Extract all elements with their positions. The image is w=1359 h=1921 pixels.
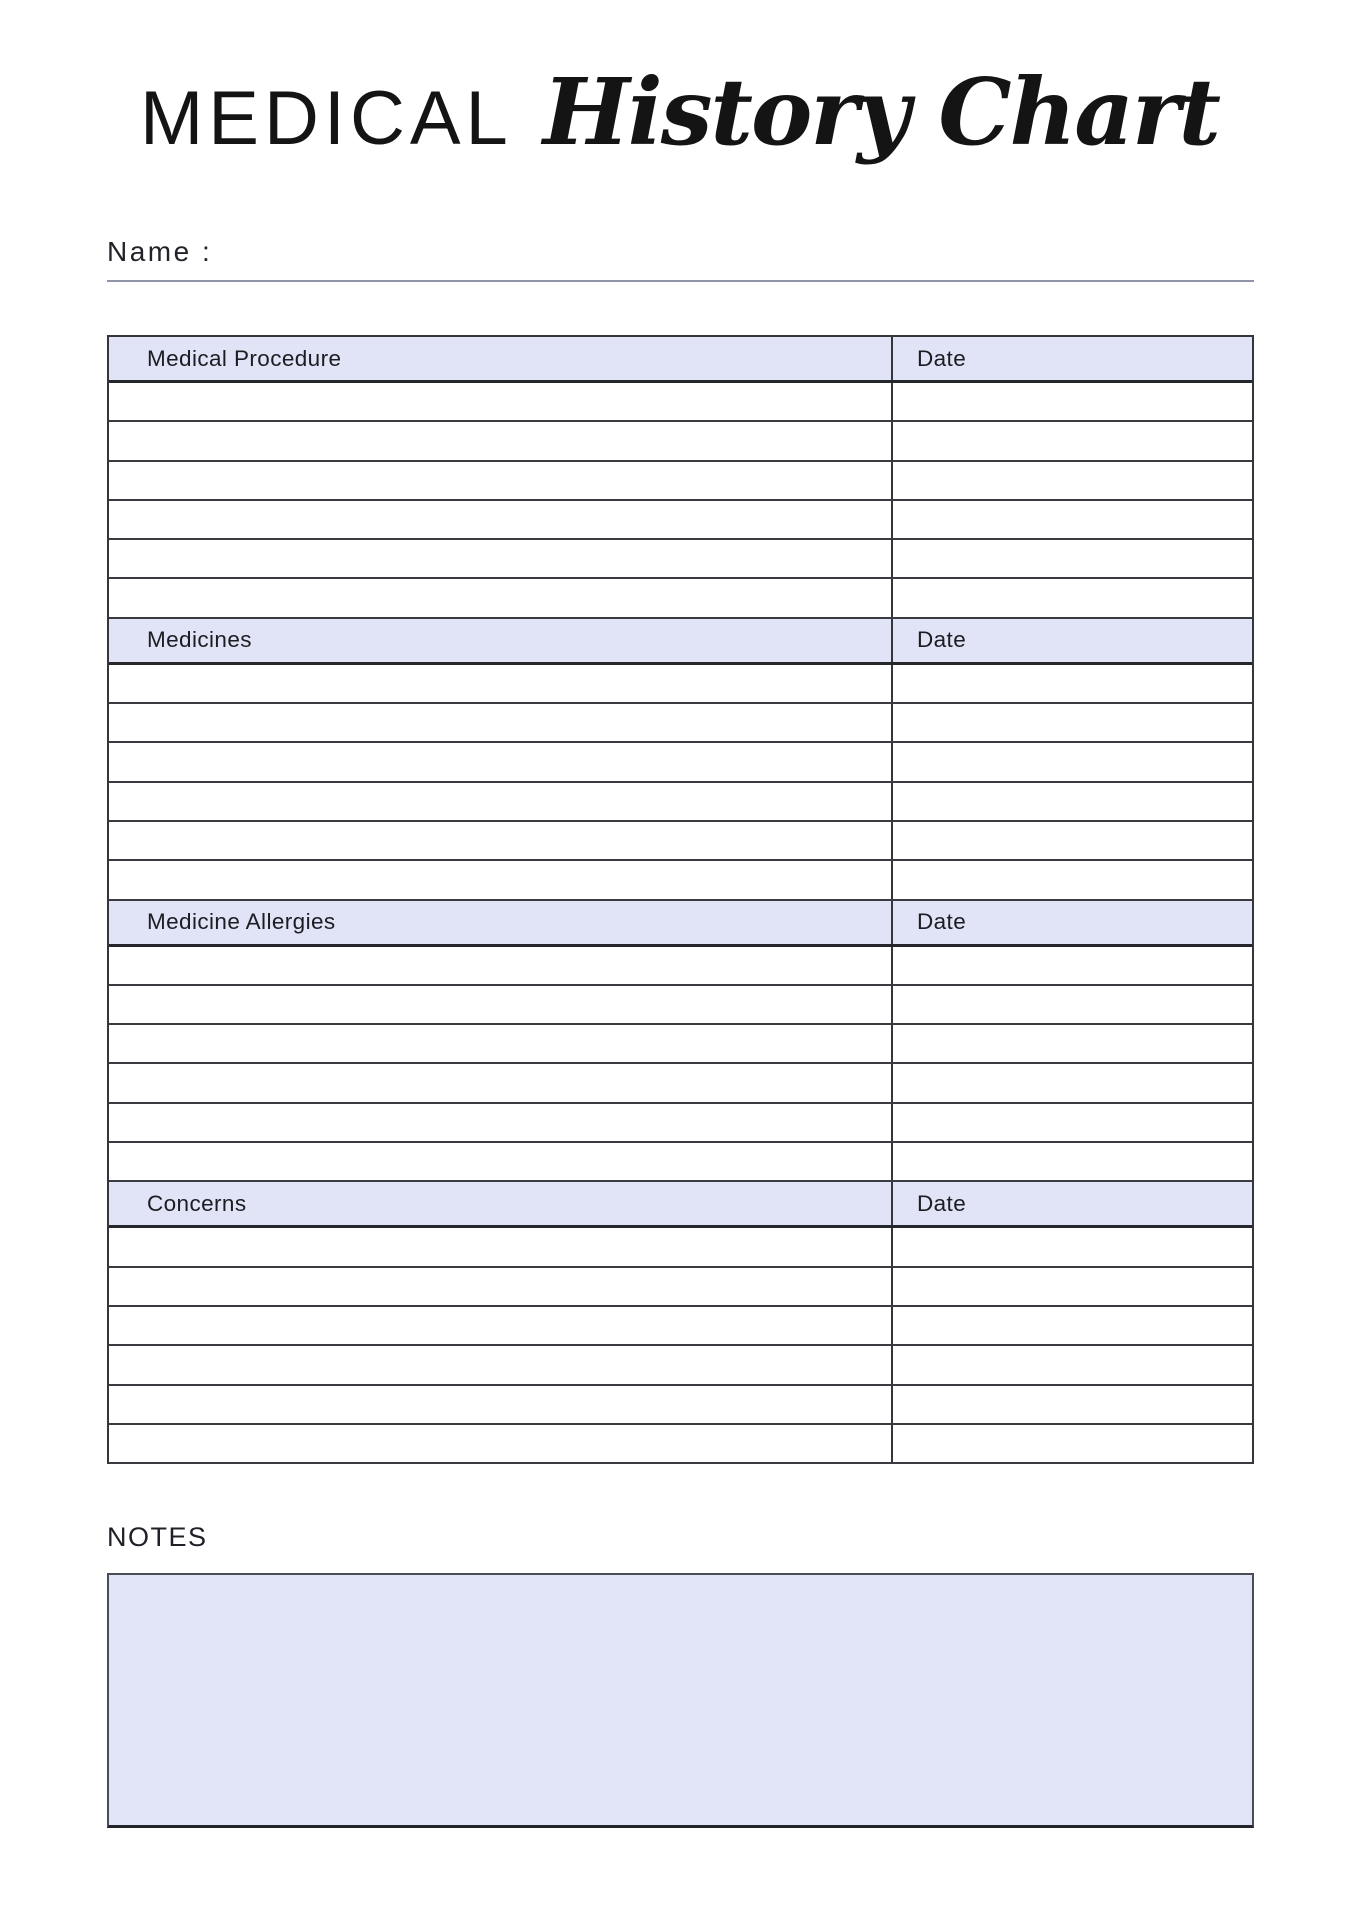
table-row (109, 1104, 1252, 1143)
table-row (109, 1025, 1252, 1064)
table-row (109, 1307, 1252, 1346)
section-header-concerns (109, 1182, 1252, 1228)
entry-cell[interactable] (109, 1228, 893, 1265)
entry-cell[interactable] (109, 783, 893, 820)
table-row (109, 704, 1252, 743)
entry-cell[interactable] (109, 861, 893, 898)
entry-cell[interactable] (109, 947, 893, 984)
entry-cell[interactable] (109, 665, 893, 702)
history-tables (107, 335, 1254, 1464)
date-cell[interactable] (893, 861, 1252, 898)
table-row (109, 383, 1252, 422)
section-header-medical-procedure (109, 337, 1252, 383)
section-header-medicine-allergies (109, 901, 1252, 947)
page-title (0, 58, 1359, 166)
entry-cell[interactable] (109, 822, 893, 859)
date-cell[interactable] (893, 1268, 1252, 1305)
date-cell[interactable] (893, 665, 1252, 702)
date-cell[interactable] (893, 1346, 1252, 1383)
entry-cell[interactable] (109, 1346, 893, 1383)
table-row (109, 1064, 1252, 1103)
date-cell[interactable] (893, 743, 1252, 780)
date-column-label: Date (917, 1190, 967, 1216)
entry-cell[interactable] (109, 1104, 893, 1141)
table-row (109, 1346, 1252, 1385)
date-cell[interactable] (893, 1228, 1252, 1265)
date-cell[interactable] (893, 783, 1252, 820)
date-cell[interactable] (893, 822, 1252, 859)
entry-cell[interactable] (109, 383, 893, 420)
entry-cell[interactable] (109, 1386, 893, 1423)
date-cell[interactable] (893, 1104, 1252, 1141)
date-column-label: Date (917, 345, 967, 371)
entry-cell[interactable] (109, 462, 893, 499)
date-cell[interactable] (893, 422, 1252, 459)
date-cell[interactable] (893, 986, 1252, 1023)
section-header-medicines (109, 619, 1252, 665)
date-cell[interactable] (893, 1425, 1252, 1462)
table-row (109, 1143, 1252, 1182)
entry-cell[interactable] (109, 1025, 893, 1062)
date-cell[interactable] (893, 540, 1252, 577)
entry-cell[interactable] (109, 1425, 893, 1462)
notes-label: NOTES (107, 1522, 208, 1552)
date-column-label: Date (917, 627, 967, 653)
table-row (109, 822, 1252, 861)
date-cell[interactable] (893, 383, 1252, 420)
table-row (109, 462, 1252, 501)
entry-cell[interactable] (109, 986, 893, 1023)
entry-cell[interactable] (109, 579, 893, 616)
date-cell[interactable] (893, 1143, 1252, 1180)
date-cell[interactable] (893, 704, 1252, 741)
date-cell[interactable] (893, 462, 1252, 499)
section-label: Concerns (109, 1182, 893, 1225)
table-row (109, 861, 1252, 900)
section-label: Medical Procedure (109, 337, 893, 380)
date-cell[interactable] (893, 947, 1252, 984)
date-cell[interactable] (893, 1386, 1252, 1423)
table-row (109, 579, 1252, 618)
date-cell[interactable] (893, 1025, 1252, 1062)
title-regular-text: MEDICAL (139, 76, 513, 161)
table-row (109, 743, 1252, 782)
title-script-text: History Chart (542, 58, 1220, 166)
entry-cell[interactable] (109, 1064, 893, 1101)
entry-cell[interactable] (109, 704, 893, 741)
entry-cell[interactable] (109, 1268, 893, 1305)
table-row (109, 665, 1252, 704)
entry-cell[interactable] (109, 1307, 893, 1344)
name-label: Name : (107, 236, 213, 267)
table-row (109, 1425, 1252, 1464)
date-cell[interactable] (893, 1064, 1252, 1101)
table-row (109, 422, 1252, 461)
entry-cell[interactable] (109, 1143, 893, 1180)
table-row (109, 1268, 1252, 1307)
table-row (109, 1386, 1252, 1425)
table-row (109, 501, 1252, 540)
date-cell[interactable] (893, 579, 1252, 616)
table-row (109, 947, 1252, 986)
entry-cell[interactable] (109, 422, 893, 459)
date-cell[interactable] (893, 1307, 1252, 1344)
section-label: Medicines (109, 619, 893, 662)
section-label: Medicine Allergies (109, 901, 893, 944)
date-cell[interactable] (893, 501, 1252, 538)
table-row (109, 783, 1252, 822)
table-row (109, 986, 1252, 1025)
date-column-label: Date (917, 909, 967, 935)
entry-cell[interactable] (109, 501, 893, 538)
entry-cell[interactable] (109, 743, 893, 780)
table-row (109, 1228, 1252, 1267)
notes-input-area[interactable] (107, 1573, 1254, 1828)
entry-cell[interactable] (109, 540, 893, 577)
name-field[interactable] (107, 236, 1254, 282)
table-row (109, 540, 1252, 579)
